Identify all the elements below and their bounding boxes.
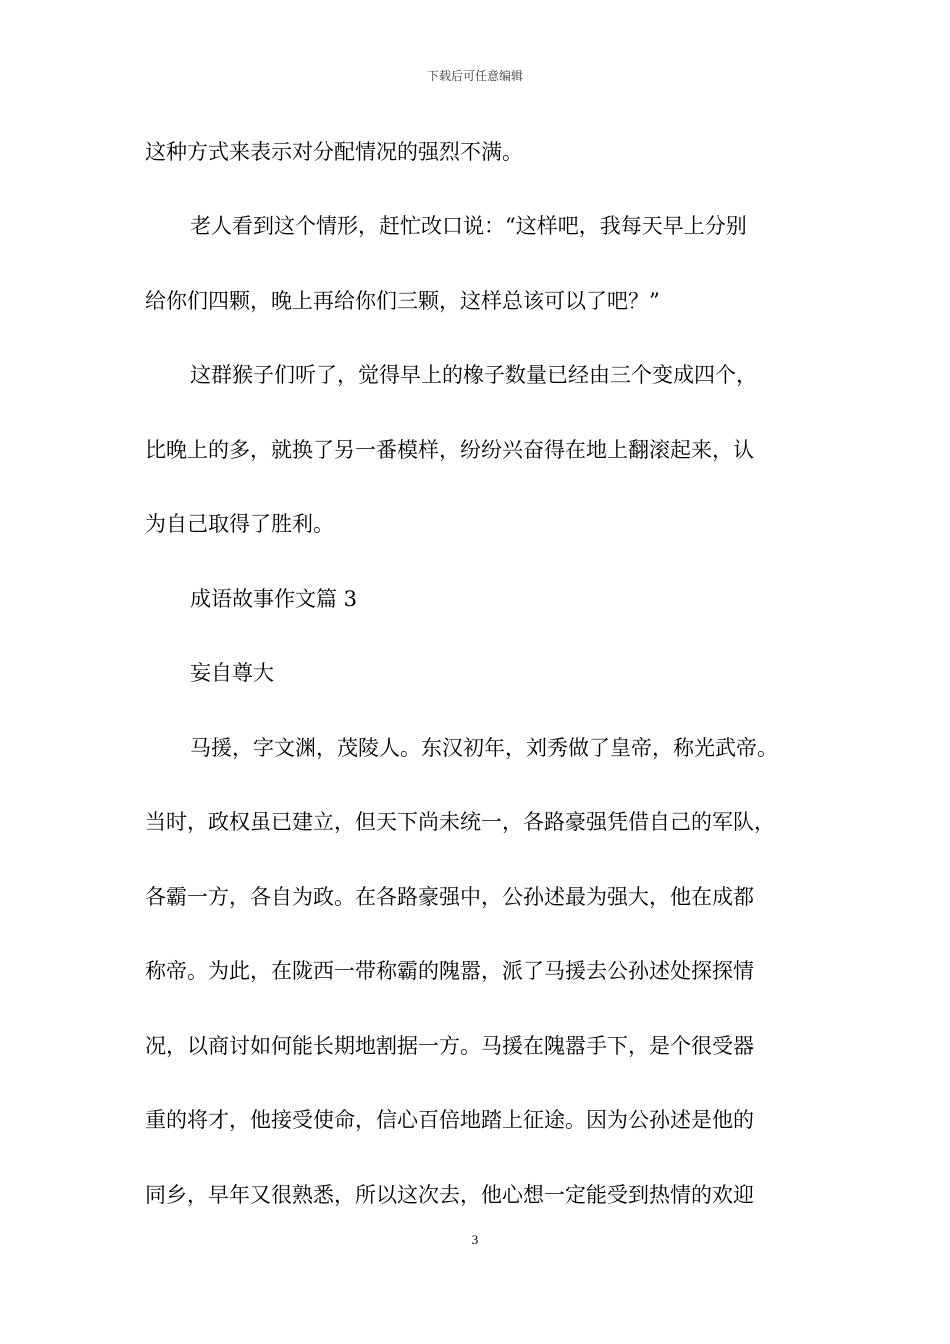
story-title: 妄自尊大 [190, 661, 274, 685]
body-line: 给你们四颗，晚上再给你们三颗，这样总该可以了吧？” [145, 289, 660, 313]
body-line: 这群猴子们听了，觉得早上的橡子数量已经由三个变成四个， [190, 363, 757, 387]
body-line: 同乡，早年又很熟悉，所以这次去，他心想一定能受到热情的欢迎 [145, 1183, 754, 1207]
body-line: 比晚上的多，就换了另一番模样，纷纷兴奋得在地上翻滚起来，认 [145, 438, 754, 462]
body-line: 这种方式来表示对分配情况的强烈不满。 [145, 140, 523, 164]
body-line: 重的将才，他接受使命，信心百倍地踏上征途。因为公孙述是他的 [145, 1108, 754, 1132]
body-line: 马援，字文渊，茂陵人。东汉初年，刘秀做了皇帝，称光武帝。 [190, 736, 778, 760]
page-header: 下载后可任意编辑 [426, 69, 523, 83]
body-line: 当时，政权虽已建立，但天下尚未统一，各路豪强凭借自己的军队， [145, 810, 775, 834]
body-line: 老人看到这个情形，赶忙改口说：“这样吧，我每天早上分别 [190, 214, 747, 238]
body-line: 各霸一方，各自为政。在各路豪强中，公孙述最为强大，他在成都 [145, 885, 754, 909]
body-line: 为自己取得了胜利。 [145, 512, 334, 536]
page-number: 3 [471, 1232, 479, 1247]
body-line: 称帝。为此，在陇西一带称霸的隗嚣，派了马援去公孙述处探探情 [145, 959, 754, 983]
section-heading: 成语故事作文篇 3 [190, 587, 358, 611]
body-line: 况，以商讨如何能长期地割据一方。马援在隗嚣手下，是个很受器 [145, 1034, 754, 1058]
